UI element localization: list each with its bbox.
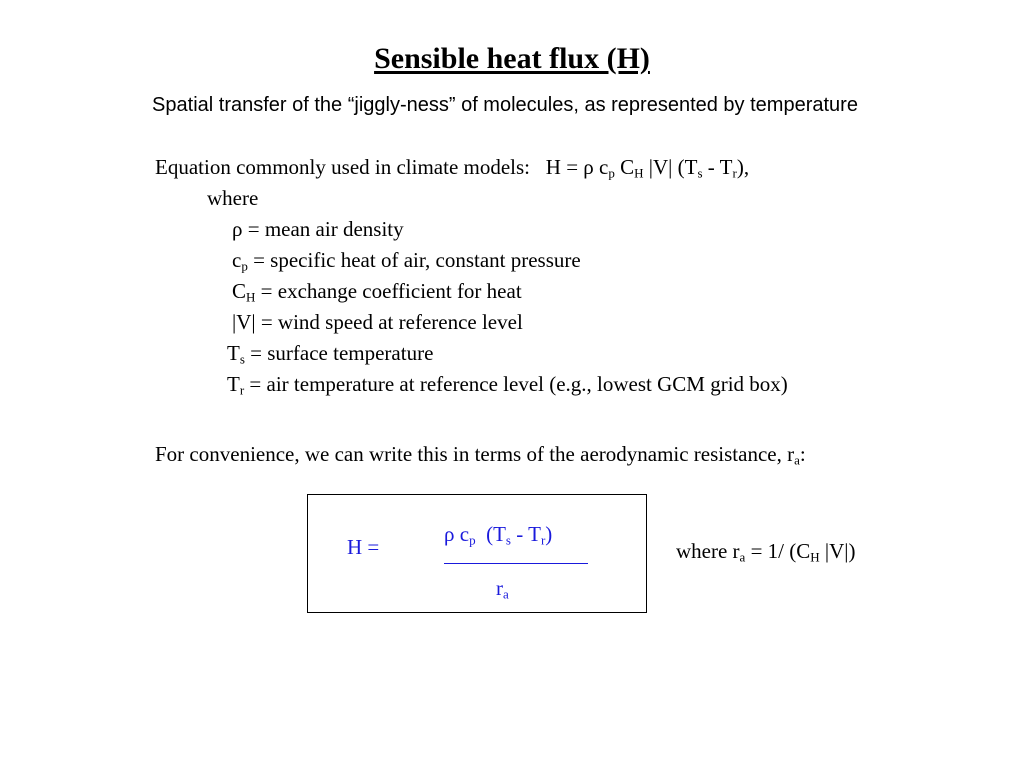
definition-text: = exchange coefficient for heat: [260, 279, 522, 303]
numerator-minus-t: - T: [510, 522, 541, 546]
numerator-p-sub: p: [469, 532, 476, 548]
definition-text: = wind speed at reference level: [260, 310, 523, 334]
definition-ch: [232, 278, 522, 304]
ra-where: where r: [676, 539, 740, 563]
formula-lhs: H =: [347, 535, 380, 559]
equation-close: ),: [736, 155, 750, 179]
definition-symbol: C: [232, 279, 247, 303]
definition-wind-speed: [232, 309, 523, 335]
formula-denominator: [496, 576, 509, 601]
convenience-sub: a: [794, 452, 800, 468]
definition-symbol: |V|: [232, 310, 256, 334]
definition-text: = surface temperature: [250, 341, 434, 365]
equation-c-sub: p: [608, 165, 615, 181]
definition-sub: r: [239, 382, 245, 398]
equation-intro: Equation commonly used in climate models:: [155, 155, 531, 179]
definition-ts: [227, 340, 433, 366]
definition-text: = specific heat of air, constant pressure: [253, 248, 581, 272]
numerator-s-sub: s: [505, 532, 511, 548]
convenience-line: [155, 441, 806, 467]
ra-expr: = 1/ (C: [745, 539, 811, 563]
numerator-t-open: (T: [486, 522, 506, 546]
fraction-bar: [444, 563, 588, 564]
equation-lhs: H: [545, 155, 561, 179]
definition-symbol: T: [227, 372, 240, 396]
equation-C-sub: H: [634, 165, 644, 181]
definition-text: = air temperature at reference level (e.g., lowest GCM grid box): [249, 372, 788, 396]
ra-wind: |V|): [819, 539, 856, 563]
definition-cp: [232, 247, 581, 273]
equation-line: Equation commonly used in climate models: H = ρ $c_p$ $C_H$ |V| $(T_s - T_r)$,: [155, 155, 750, 181]
ra-definition: [676, 539, 856, 564]
definition-tr: [227, 371, 788, 397]
slide-title: Sensible heat flux (H): [374, 42, 650, 75]
equation-minus-t: - T: [702, 155, 733, 179]
convenience-text: For convenience, we can write this in terms of the aerodynamic resistance, r: [155, 442, 795, 466]
numerator-rho-c: ρ c: [444, 522, 470, 546]
definition-sub: s: [239, 351, 245, 367]
definition-text: = mean air density: [247, 217, 404, 241]
formula-numerator: [444, 522, 552, 547]
definition-symbol: ρ: [232, 217, 243, 241]
definition-symbol: T: [227, 341, 240, 365]
equation-tr-sub: r: [732, 165, 737, 181]
equation-v: |V|: [648, 155, 673, 179]
denominator-a-sub: a: [503, 586, 509, 602]
numerator-close: ): [545, 522, 553, 546]
definition-symbol: c: [232, 248, 242, 272]
definition-rho: [232, 216, 404, 242]
denominator-r: r: [496, 576, 503, 600]
equation-rho: ρ: [583, 155, 594, 179]
equation-c: c: [599, 155, 609, 179]
equation-C: C: [620, 155, 635, 179]
equation-ts-sub: s: [697, 165, 703, 181]
numerator-r-sub: r: [540, 532, 546, 548]
definition-sub: H: [246, 289, 256, 305]
convenience-suffix: :: [799, 442, 806, 466]
slide-subtitle: Spatial transfer of the “jiggly-ness” of molecules, as represented by temperature: [152, 94, 858, 116]
equation-where: where: [207, 186, 259, 210]
ra-ch-sub: H: [810, 549, 820, 565]
definition-sub: p: [241, 258, 248, 274]
equation-t-open: (T: [677, 155, 698, 179]
ra-sub: a: [739, 549, 746, 565]
